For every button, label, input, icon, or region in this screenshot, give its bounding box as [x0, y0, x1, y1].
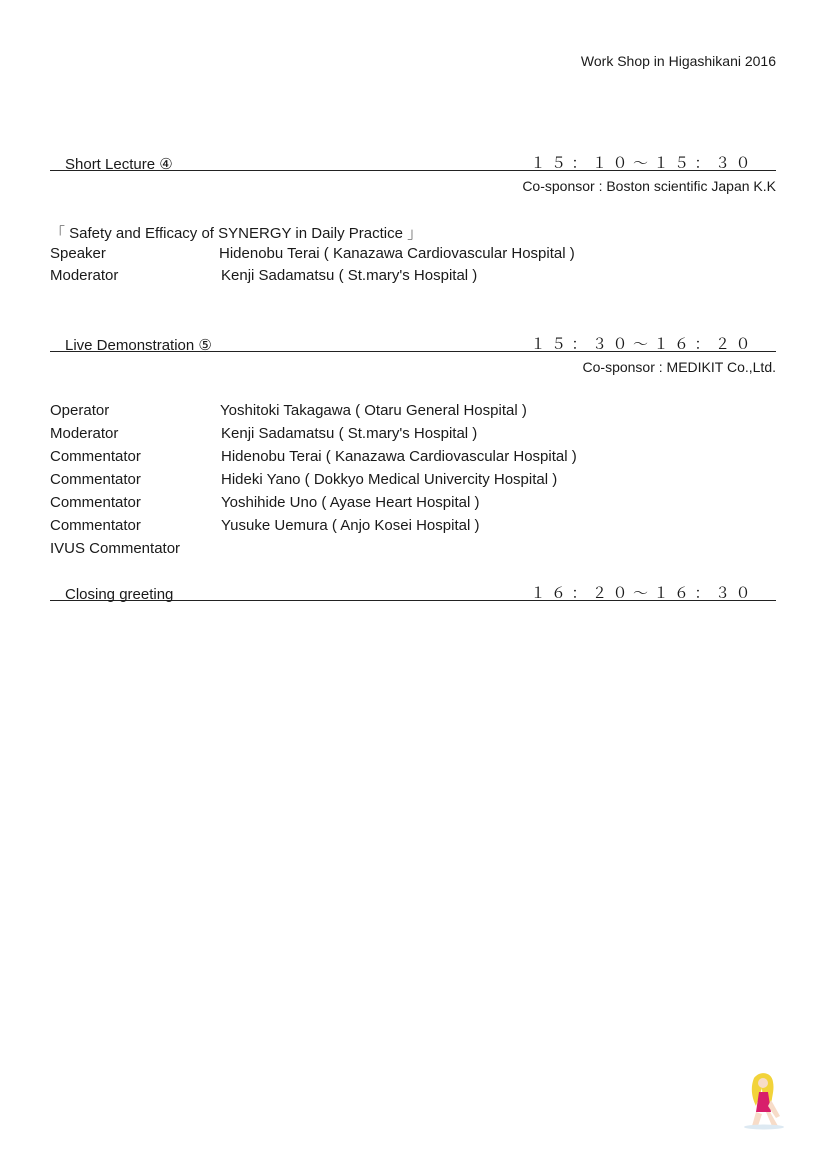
person-name: Kenji Sadamatsu ( St.mary's Hospital ) — [221, 425, 478, 442]
section-header-live-demonstration — [50, 331, 776, 352]
section-header-short-lecture — [50, 150, 776, 171]
section-title: Live Demonstration ⑤ — [65, 337, 212, 354]
person-name: Hidenobu Terai ( Kanazawa Cardiovascular Hospital ) — [221, 448, 577, 465]
section-header-closing — [50, 580, 776, 601]
role-label: Commentator — [50, 448, 141, 465]
role-label: Speaker — [50, 245, 106, 262]
section-time: １６：２０〜１６：３０ — [530, 585, 756, 602]
lecture-title: 「 Safety and Efficacy of SYNERGY in Daily Practice 」 — [50, 225, 423, 242]
role-label: Operator — [50, 402, 110, 419]
section-title: Short Lecture ④ — [65, 156, 173, 173]
role-label: Moderator — [50, 267, 119, 284]
person-name: Yoshihide Uno ( Ayase Heart Hospital ) — [221, 494, 480, 511]
person-name: Yoshitoki Takagawa ( Otaru General Hospital ) — [220, 402, 527, 419]
role-label: Commentator — [50, 471, 141, 488]
section-title: Closing greeting — [65, 586, 174, 603]
section-time: １５：１０〜１５：３０ — [530, 155, 756, 172]
role-label: IVUS Commentator — [50, 540, 181, 557]
mascot-figure-icon — [740, 1072, 786, 1130]
cosponsor-text: Co-sponsor : Boston scientific Japan K.K — [522, 178, 776, 194]
person-name: Yusuke Uemura ( Anjo Kosei Hospital ) — [221, 517, 480, 534]
person-name: Kenji Sadamatsu ( St.mary's Hospital ) — [221, 267, 478, 284]
role-label: Moderator — [50, 425, 119, 442]
role-label: Commentator — [50, 494, 141, 511]
section-time: １５：３０〜１６：２０ — [530, 336, 756, 353]
cosponsor-text: Co-sponsor : MEDIKIT Co.,Ltd. — [582, 359, 776, 375]
role-label: Commentator — [50, 517, 141, 534]
document-header: Work Shop in Higashikani 2016 — [580, 53, 776, 69]
person-name: Hideki Yano ( Dokkyo Medical Univercity Hospital ) — [221, 471, 558, 488]
person-name: Hidenobu Terai ( Kanazawa Cardiovascular Hospital ) — [219, 245, 575, 262]
